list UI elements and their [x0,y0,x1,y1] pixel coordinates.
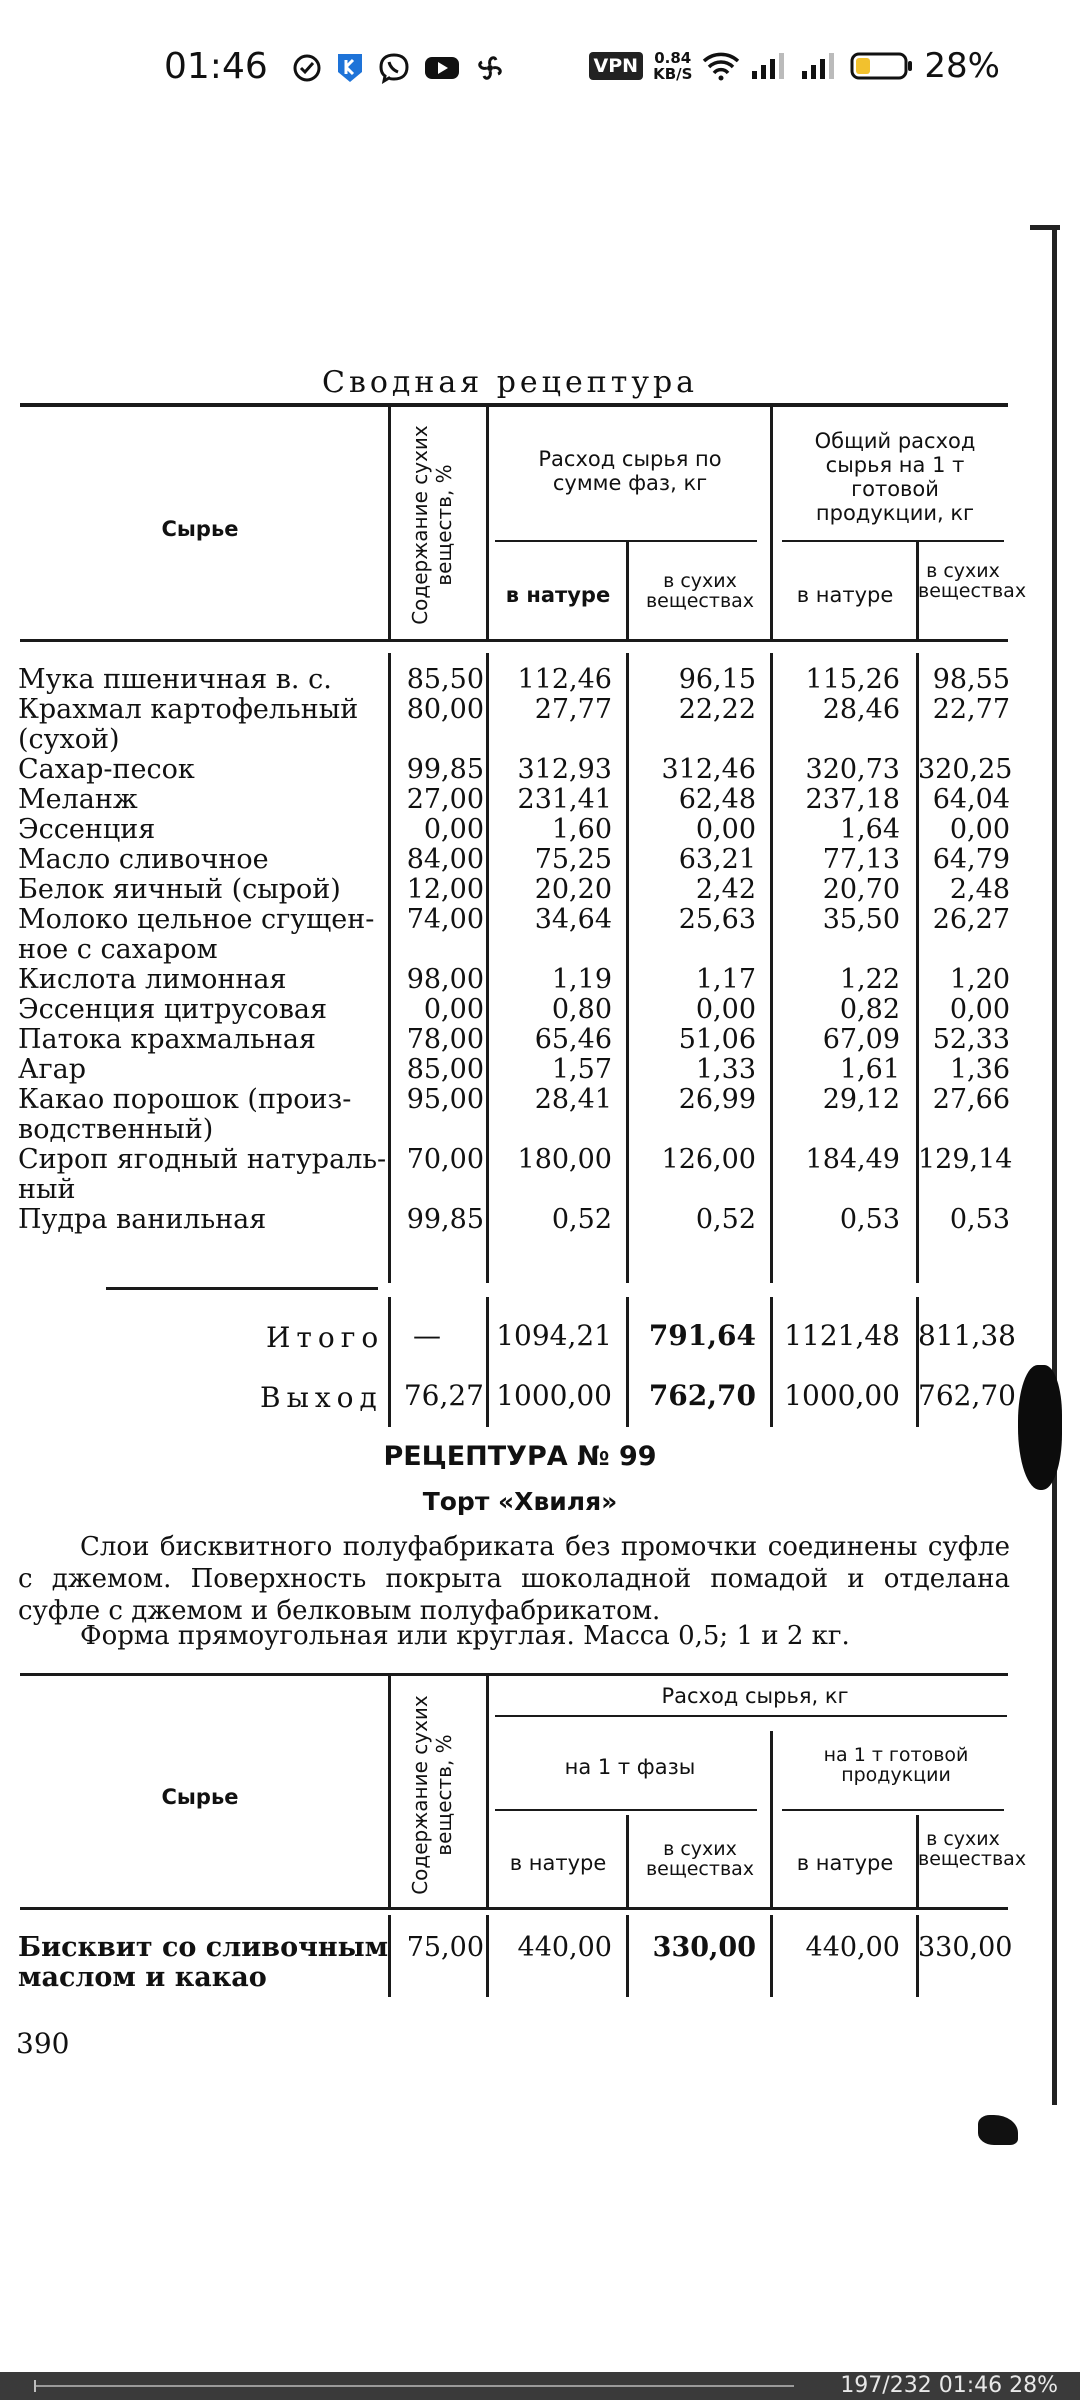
col-divider [626,653,629,1283]
row-name-line: Сироп ягодный натураль- [18,1144,387,1175]
table-cell-spacer [392,1175,484,1205]
row-name-line: Бисквит со сливочным [18,1932,389,1963]
table-cell: 1,22 [839,964,900,995]
col-divider [626,1297,629,1427]
col-divider [388,1676,391,1908]
table-cell: 231,41 [517,784,612,815]
table-cell: 67,09 [822,1024,900,1055]
table-cell: 98,00 [406,964,484,995]
table-cell: 63,21 [678,844,756,875]
col-divider [770,1297,773,1427]
table-cell: 0,82 [839,994,900,1025]
table-cell: 74,00 [406,904,484,935]
summary-col-ton-dry [918,664,1013,1235]
table-cell-spacer [918,935,1010,965]
table-cell: 1,20 [949,964,1010,995]
table-cell: 126,00 [661,1144,756,1175]
table-cell: 27,66 [932,1084,1010,1115]
row-name-line: Эссенция [18,814,156,845]
row-name-line: Масло сливочное [18,844,269,875]
table-cell-spacer [490,1115,612,1145]
recipe-col-ton-natural [774,1933,900,1993]
table-cell: 98,55 [932,664,1010,695]
col-divider [626,1815,629,1908]
row-name-line: маслом и какао [18,1962,267,1993]
table-cell-spacer [490,1175,612,1205]
summary-title: Сводная рецептура [322,365,699,400]
col-divider [388,653,391,1283]
table-cell: 27,77 [534,694,612,725]
header-bottom-rule [20,639,1008,642]
table-cell-spacer [392,725,484,755]
total-dry-content: — [413,1319,441,1352]
output-phase-natural: 1000,00 [496,1379,612,1412]
col-header-per-phase: на 1 т фазы [564,1755,696,1779]
recipe-col-dry-content [392,1933,484,1993]
page-number: 390 [16,2027,70,2060]
col-header-usage: Расход сырья, кг [661,1684,849,1708]
subheader-rule [495,540,757,542]
table-cell: 330,00 [918,1932,1013,1963]
row-name-line: Белок яичный (сырой) [18,874,341,905]
table-cell: 0,52 [551,1204,612,1235]
table-cell: 1,17 [695,964,756,995]
table-cell: 0,00 [423,814,484,845]
col-header-raw: Сырье [161,517,239,541]
table-cell: 27,00 [406,784,484,815]
subheader-rule [782,540,1004,542]
row-name-line: Сахар-песок [18,754,195,785]
table-cell: 1,19 [551,964,612,995]
recipe-header-bottom-rule [20,1907,1008,1910]
table-cell: 0,52 [695,1204,756,1235]
col-divider [388,1297,391,1427]
system-indicators [589,46,1000,86]
row-name-line: Патока крахмальная [18,1024,316,1055]
row-name-line: (сухой) [18,724,120,755]
viber-icon [378,52,410,84]
col-header-natural: в натуре [796,1851,894,1875]
col-header-per-ton: Общий расход сырья на 1 т готовой продукции, кг [814,429,976,525]
table-cell: 22,77 [932,694,1010,725]
table-cell: 0,00 [695,994,756,1025]
table-cell: 78,00 [406,1024,484,1055]
reader-progress-bar[interactable] [0,2372,1080,2400]
row-name-line: Меланж [18,784,138,815]
table-cell-spacer [630,1963,756,1993]
col-divider [770,653,773,1283]
row-name-line: Кислота лимонная [18,964,287,995]
shield-app-icon [336,52,364,84]
col-divider [626,1915,629,1997]
vpn-badge: VPN [589,52,644,80]
total-label: Итого [266,1321,385,1354]
check-circle-icon [292,53,322,83]
table-cell-spacer [490,935,612,965]
table-cell: 440,00 [517,1932,612,1963]
row-name-line: Пудра ванильная [18,1204,267,1235]
table-cell: 1,61 [839,1054,900,1085]
table-cell: 12,00 [406,874,484,905]
table-cell: 35,50 [822,904,900,935]
table-cell-spacer [392,1115,484,1145]
table-cell-spacer [918,725,1010,755]
output-phase-dry: 762,70 [648,1379,756,1412]
wifi-icon [702,51,740,81]
col-header-per-ton: на 1 т готовой продукции [823,1744,969,1786]
table-cell: 62,48 [678,784,756,815]
col-divider [486,1676,489,1908]
col-header-dry: в сухих веществах [918,1828,1027,1870]
table-cell: 52,33 [932,1024,1010,1055]
col-divider [486,1297,489,1427]
table-cell: 0,53 [839,1204,900,1235]
table-cell: 312,93 [517,754,612,785]
summary-col-ton-natural [774,665,900,1235]
table-cell: 184,49 [805,1144,900,1175]
table-cell: 99,85 [406,754,484,785]
table-cell: 330,00 [652,1932,756,1963]
network-speed: 0.84 KB/S [653,49,693,83]
clock: 01:46 [164,46,268,87]
table-cell-spacer [918,1963,1010,1993]
table-cell-spacer [630,935,756,965]
table-cell: 77,13 [822,844,900,875]
table-cell: 99,85 [406,1204,484,1235]
col-header-natural: в натуре [505,583,611,607]
table-cell: 2,48 [949,874,1010,905]
total-phase-dry: 791,64 [648,1319,756,1352]
table-cell: 1,33 [695,1054,756,1085]
col-divider [388,407,391,639]
recipe-col-ton-dry [918,1932,1013,1993]
col-divider [770,1915,773,1997]
scan-ink-smudge [978,2115,1018,2145]
table-cell: 129,14 [918,1144,1013,1175]
col-header-dry: в сухих веществах [918,560,1027,602]
row-name-line: Агар [18,1054,86,1085]
col-divider [486,653,489,1283]
table-cell: 440,00 [805,1932,900,1963]
table-cell: 95,00 [406,1084,484,1115]
table-cell-spacer [774,1963,900,1993]
table-cell: 85,00 [406,1054,484,1085]
col-header-dry-content: Содержание сухих веществ, % [408,425,456,625]
table-cell: 0,00 [949,994,1010,1025]
table-cell: 29,12 [822,1084,900,1115]
recipe-subtitle: Торт «Хвиля» [422,1487,618,1516]
total-phase-natural: 1094,21 [496,1319,612,1352]
table-cell: 312,46 [661,754,756,785]
col-header-dry-content: Содержание сухих веществ, % [408,1695,456,1895]
table-cell: 65,46 [534,1024,612,1055]
table-top-rule [20,403,1008,407]
col-header-raw: Сырье [161,1785,239,1809]
table-cell: 34,64 [534,904,612,935]
table-cell: 20,20 [534,874,612,905]
page-edge-line [1052,225,1057,2105]
totals-rule [106,1287,378,1290]
table-cell: 112,46 [517,664,612,695]
row-name-line: Эссенция цитрусовая [18,994,328,1025]
table-cell: 84,00 [406,844,484,875]
table-cell-spacer [490,1963,612,1993]
table-cell-spacer [774,1115,900,1145]
row-name-line: Какао порошок (произ- [18,1084,352,1115]
youtube-icon [424,54,460,82]
table-cell: 1,36 [949,1054,1010,1085]
table-cell: 28,46 [822,694,900,725]
table-cell: 0,80 [551,994,612,1025]
table-cell-spacer [630,725,756,755]
table-cell-spacer [630,1175,756,1205]
col-header-natural: в натуре [796,583,894,607]
table-cell: 64,04 [932,784,1010,815]
pinwheel-icon [474,52,506,84]
table-cell: 28,41 [534,1084,612,1115]
table-cell: 320,73 [805,754,900,785]
table-cell: 85,50 [406,664,484,695]
subheader-rule [782,1809,1004,1811]
col-divider [626,540,629,639]
col-divider [770,1731,773,1908]
summary-col-phase-natural [490,665,612,1235]
progress-track[interactable] [34,2385,794,2387]
subheader-rule [495,1809,757,1811]
table-cell: 75,00 [406,1932,484,1963]
table-cell: 70,00 [406,1144,484,1175]
table-cell: 64,79 [932,844,1010,875]
table-cell: 320,25 [918,754,1013,785]
table-cell: 1,60 [551,814,612,845]
battery-percent: 28% [924,46,1000,86]
status-bar [0,0,1080,140]
row-name-line: ный [18,1174,76,1205]
total-ton-dry: 811,38 [918,1319,1016,1352]
row-name-line: водственный) [18,1114,214,1145]
recipe-description: Слои бисквитного полуфабриката без промочки соединены суфле с джемом. Поверхность покрыта шоколадной помадой и отделана суфле с джемом и белковым полуфабрикатом. [18,1532,1010,1626]
table-cell: 2,42 [695,874,756,905]
table-cell-spacer [774,725,900,755]
recipe-col-phase-dry [630,1933,756,1993]
table-cell: 26,99 [678,1084,756,1115]
table-cell: 75,25 [534,844,612,875]
recipe-title: РЕЦЕПТУРА № 99 [383,1441,657,1472]
col-header-phases-total: Расход сырья по сумме фаз, кг [538,447,722,495]
output-label: Выход [260,1381,383,1414]
table-cell-spacer [774,935,900,965]
col-header-dry: в сухих веществах [645,1838,755,1880]
progress-start-tick [34,2380,36,2392]
output-dry-content: 76,27 [403,1379,484,1412]
summary-col-phase-dry [630,665,756,1235]
table-cell: 25,63 [678,904,756,935]
table-cell: 0,53 [949,1204,1010,1235]
summary-row-names [18,665,386,1235]
output-ton-natural: 1000,00 [784,1379,900,1412]
col-divider [770,407,773,639]
summary-col-dry-content [392,665,484,1235]
book-page[interactable] [0,215,1080,2145]
col-divider [486,1915,489,1997]
table-cell: 1,57 [551,1054,612,1085]
table-cell: 0,00 [423,994,484,1025]
table-cell: 237,18 [805,784,900,815]
output-ton-dry: 762,70 [918,1379,1016,1412]
table-cell-spacer [774,1175,900,1205]
table-cell-spacer [392,1963,484,1993]
table-cell: 20,70 [822,874,900,905]
row-name-line: Крахмал картофельный [18,694,359,725]
recipe-row-names [18,1933,388,1993]
row-name-line: Мука пшеничная в. с. [18,664,332,695]
total-ton-natural: 1121,48 [784,1319,900,1352]
col-divider [486,407,489,639]
table-cell-spacer [918,1115,1010,1145]
table-cell: 115,26 [805,664,900,695]
table-cell: 0,00 [949,814,1010,845]
signal-icon-sim1 [750,51,790,81]
table-cell-spacer [392,935,484,965]
table-cell: 51,06 [678,1024,756,1055]
table-cell: 180,00 [517,1144,612,1175]
subheader-rule [495,1715,1007,1717]
col-header-dry: в сухих веществах [645,570,755,612]
notification-icons [292,52,506,84]
progress-text: 197/232 01:46 28% [840,2373,1058,2398]
recipe-col-phase-natural [490,1933,612,1993]
row-name-line: ное с сахаром [18,934,218,965]
table-cell: 96,15 [678,664,756,695]
table-cell-spacer [490,725,612,755]
table-cell-spacer [630,1115,756,1145]
table-cell-spacer [918,1175,1010,1205]
col-header-natural: в натуре [509,1851,607,1875]
row-name-line: Молоко цельное сгущен- [18,904,375,935]
battery-icon [850,51,914,81]
table-cell: 80,00 [406,694,484,725]
signal-icon-sim2 [800,51,840,81]
recipe-table-top-rule [20,1673,1008,1676]
table-cell: 1,64 [839,814,900,845]
table-cell: 0,00 [695,814,756,845]
table-cell: 22,22 [678,694,756,725]
col-divider [388,1915,391,1997]
table-cell: 26,27 [932,904,1010,935]
recipe-form: Форма прямоугольная или круглая. Масса 0,5; 1 и 2 кг. [80,1621,850,1651]
